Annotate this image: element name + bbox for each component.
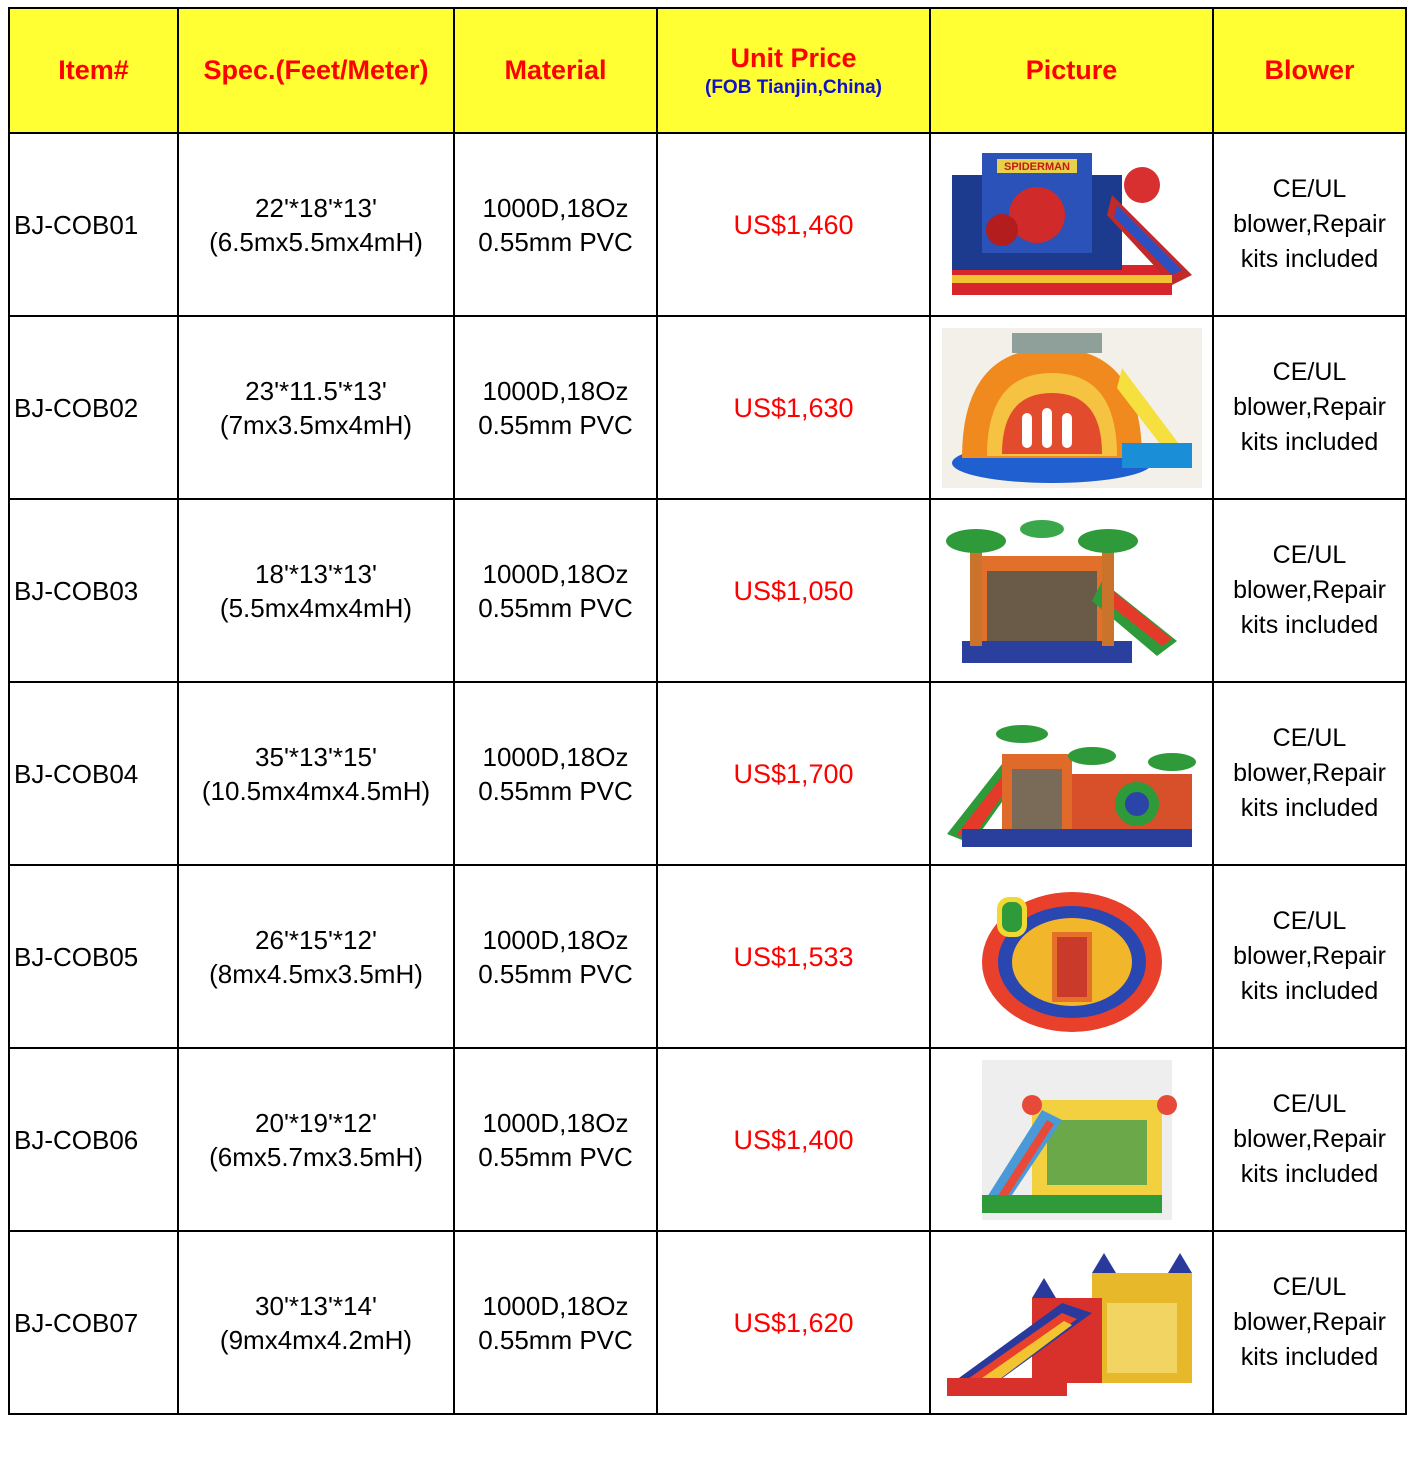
unit-price: US$1,700 bbox=[657, 682, 930, 865]
material-thickness: 0.55mm PVC bbox=[478, 775, 633, 806]
spec-meter: (10.5mx4mx4.5mH) bbox=[201, 775, 431, 806]
blower-line-2: blower,Repair bbox=[1233, 393, 1386, 421]
blower-cell bbox=[1213, 1231, 1406, 1414]
header-item: Item# bbox=[9, 8, 178, 133]
spec-feet: 20'*19'*12' bbox=[255, 1107, 377, 1138]
table-row bbox=[9, 865, 1406, 1048]
material-thickness: 0.55mm PVC bbox=[478, 1324, 633, 1355]
blower-line-2: blower,Repair bbox=[1233, 576, 1386, 604]
material-cell bbox=[454, 499, 657, 682]
spec-feet: 22'*18'*13' bbox=[255, 192, 377, 223]
picture-cell bbox=[930, 316, 1213, 499]
material-fabric: 1000D,18Oz bbox=[482, 1290, 629, 1321]
picture-cell bbox=[930, 133, 1213, 316]
blower-line-1: CE/UL bbox=[1272, 1090, 1347, 1118]
spec-cell bbox=[178, 499, 454, 682]
blower-line-2: blower,Repair bbox=[1233, 210, 1386, 238]
blower-cell bbox=[1213, 682, 1406, 865]
round-obstacle-icon bbox=[942, 877, 1202, 1037]
table-row bbox=[9, 1048, 1406, 1231]
spec-cell bbox=[178, 1231, 454, 1414]
material-thickness: 0.55mm PVC bbox=[478, 958, 633, 989]
palm-tree-bouncer-icon bbox=[942, 511, 1202, 671]
spec-meter: (6.5mx5.5mx4mH) bbox=[209, 226, 423, 257]
table-row bbox=[9, 1231, 1406, 1414]
blower-line-3: kits included bbox=[1240, 977, 1379, 1005]
table-header bbox=[9, 8, 1406, 133]
header-spec: Spec.(Feet/Meter) bbox=[178, 8, 454, 133]
header-price-subtitle: (FOB Tianjin,China) bbox=[705, 76, 882, 98]
spec-meter: (7mx3.5mx4mH) bbox=[219, 409, 413, 440]
blower-line-1: CE/UL bbox=[1272, 175, 1347, 203]
header-picture: Picture bbox=[930, 8, 1213, 133]
castle-slide-bouncer-icon bbox=[942, 1243, 1202, 1403]
spec-feet: 35'*13'*15' bbox=[255, 741, 377, 772]
item-code: BJ-COB06 bbox=[9, 1048, 178, 1231]
spec-cell bbox=[178, 865, 454, 1048]
spec-cell bbox=[178, 1048, 454, 1231]
table-body bbox=[9, 133, 1406, 1414]
blower-line-1: CE/UL bbox=[1272, 907, 1347, 935]
item-code: BJ-COB03 bbox=[9, 499, 178, 682]
picture-cell bbox=[930, 499, 1213, 682]
blower-line-2: blower,Repair bbox=[1233, 759, 1386, 787]
item-code: BJ-COB01 bbox=[9, 133, 178, 316]
item-code: BJ-COB02 bbox=[9, 316, 178, 499]
picture-cell bbox=[930, 682, 1213, 865]
spec-feet: 18'*13'*13' bbox=[255, 558, 377, 589]
material-fabric: 1000D,18Oz bbox=[482, 558, 629, 589]
blower-line-2: blower,Repair bbox=[1233, 1125, 1386, 1153]
spec-cell bbox=[178, 316, 454, 499]
spec-meter: (6mx5.7mx3.5mH) bbox=[209, 1141, 423, 1172]
unit-price: US$1,620 bbox=[657, 1231, 930, 1414]
spec-meter: (5.5mx4mx4mH) bbox=[219, 592, 413, 623]
product-table bbox=[8, 7, 1407, 1415]
blower-cell bbox=[1213, 316, 1406, 499]
unit-price: US$1,400 bbox=[657, 1048, 930, 1231]
blower-line-3: kits included bbox=[1240, 1343, 1379, 1371]
unit-price: US$1,630 bbox=[657, 316, 930, 499]
spec-feet: 30'*13'*14' bbox=[255, 1290, 377, 1321]
spiderman-bouncer-icon bbox=[942, 145, 1202, 305]
material-fabric: 1000D,18Oz bbox=[482, 192, 629, 223]
spec-meter: (8mx4.5mx3.5mH) bbox=[209, 958, 423, 989]
blower-line-3: kits included bbox=[1240, 1160, 1379, 1188]
header-price-label: Unit Price bbox=[730, 42, 857, 73]
table-row bbox=[9, 316, 1406, 499]
header-blower: Blower bbox=[1213, 8, 1406, 133]
item-code: BJ-COB04 bbox=[9, 682, 178, 865]
picture-cell bbox=[930, 865, 1213, 1048]
material-cell bbox=[454, 1231, 657, 1414]
unit-price: US$1,050 bbox=[657, 499, 930, 682]
bowling-bouncer-icon bbox=[942, 328, 1202, 488]
material-thickness: 0.55mm PVC bbox=[478, 592, 633, 623]
material-cell bbox=[454, 865, 657, 1048]
table-row bbox=[9, 682, 1406, 865]
table-row bbox=[9, 133, 1406, 316]
blower-line-2: blower,Repair bbox=[1233, 942, 1386, 970]
table-row bbox=[9, 499, 1406, 682]
spec-feet: 26'*15'*12' bbox=[255, 924, 377, 955]
blower-cell bbox=[1213, 499, 1406, 682]
blower-line-3: kits included bbox=[1240, 428, 1379, 456]
header-row bbox=[9, 8, 1406, 133]
blower-cell bbox=[1213, 865, 1406, 1048]
picture-cell bbox=[930, 1231, 1213, 1414]
unit-price: US$1,533 bbox=[657, 865, 930, 1048]
blower-line-1: CE/UL bbox=[1272, 358, 1347, 386]
blower-cell bbox=[1213, 1048, 1406, 1231]
item-code: BJ-COB05 bbox=[9, 865, 178, 1048]
blower-line-2: blower,Repair bbox=[1233, 1308, 1386, 1336]
spec-cell bbox=[178, 133, 454, 316]
material-thickness: 0.55mm PVC bbox=[478, 1141, 633, 1172]
blower-line-3: kits included bbox=[1240, 611, 1379, 639]
blower-line-1: CE/UL bbox=[1272, 724, 1347, 752]
header-price bbox=[657, 8, 930, 133]
material-thickness: 0.55mm PVC bbox=[478, 409, 633, 440]
material-fabric: 1000D,18Oz bbox=[482, 741, 629, 772]
svg-text:SPIDERMAN: SPIDERMAN bbox=[1003, 160, 1070, 173]
item-code: BJ-COB07 bbox=[9, 1231, 178, 1414]
spec-feet: 23'*11.5'*13' bbox=[245, 375, 387, 406]
jungle-obstacle-icon bbox=[942, 694, 1202, 854]
material-fabric: 1000D,18Oz bbox=[482, 375, 629, 406]
blower-cell bbox=[1213, 133, 1406, 316]
blower-line-3: kits included bbox=[1240, 794, 1379, 822]
picture-cell bbox=[930, 1048, 1213, 1231]
material-cell bbox=[454, 133, 657, 316]
blower-line-3: kits included bbox=[1240, 245, 1379, 273]
blower-line-1: CE/UL bbox=[1272, 1273, 1347, 1301]
spec-meter: (9mx4mx4.2mH) bbox=[219, 1324, 413, 1355]
spec-cell bbox=[178, 682, 454, 865]
blower-line-1: CE/UL bbox=[1272, 541, 1347, 569]
material-thickness: 0.55mm PVC bbox=[478, 226, 633, 257]
header-material: Material bbox=[454, 8, 657, 133]
material-fabric: 1000D,18Oz bbox=[482, 1107, 629, 1138]
material-fabric: 1000D,18Oz bbox=[482, 924, 629, 955]
candy-slide-bouncer-icon bbox=[942, 1060, 1202, 1220]
material-cell bbox=[454, 1048, 657, 1231]
material-cell bbox=[454, 316, 657, 499]
material-cell bbox=[454, 682, 657, 865]
unit-price: US$1,460 bbox=[657, 133, 930, 316]
